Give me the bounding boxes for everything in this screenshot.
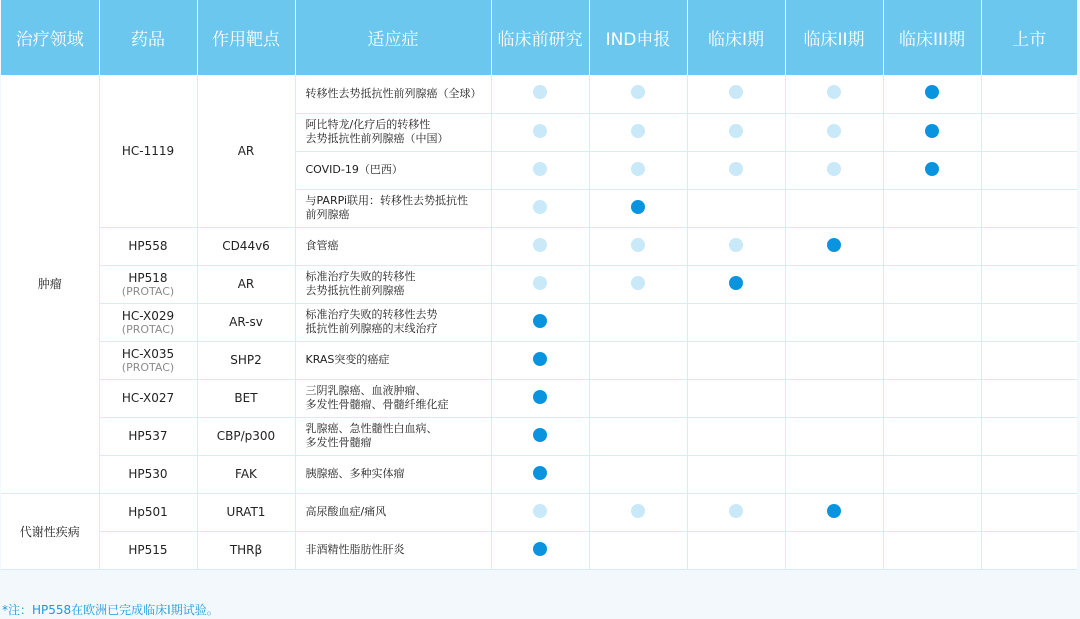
drug-name: HC-X029 [121,308,175,323]
stage-cell-preclinical [491,493,589,531]
indication: 阿比特龙/化疗后的转移性 去势抵抗性前列腺癌（中国） [295,113,491,151]
stage-cell-ind [589,341,687,379]
current-stage-dot-icon [533,466,547,480]
indication: 标准治疗失败的转移性 去势抵抗性前列腺癌 [295,265,491,303]
stage-cell-market [981,75,1077,113]
completed-stage-dot-icon [631,238,645,252]
current-stage-dot-icon [827,504,841,518]
stage-cell-ind [589,455,687,493]
stage-cell-phase1 [687,493,785,531]
drug-target: AR [197,265,295,303]
header-row [1,0,1077,75]
header-target: 作用靶点 [197,0,295,75]
pipeline-table [1,0,1077,570]
stage-cell-preclinical [491,303,589,341]
stage-cell-phase2 [785,379,883,417]
stage-cell-preclinical [491,151,589,189]
stage-cell-phase2 [785,265,883,303]
drug-name-cell [99,303,197,341]
stage-cell-preclinical [491,113,589,151]
pipeline-body [1,75,1077,569]
header-therapy-area: 治疗领域 [1,0,99,75]
drug-target: SHP2 [197,341,295,379]
stage-cell-phase2 [785,151,883,189]
completed-stage-dot-icon [827,85,841,99]
indication: KRAS突变的癌症 [295,341,491,379]
stage-cell-ind [589,417,687,455]
stage-cell-phase3 [883,417,981,455]
drug-name-cell [99,341,197,379]
stage-cell-market [981,455,1077,493]
drug-name: HP558 [99,227,197,265]
stage-cell-phase2 [785,189,883,227]
stage-cell-preclinical [491,455,589,493]
current-stage-dot-icon [533,390,547,404]
stage-cell-market [981,113,1077,151]
stage-cell-phase3 [883,75,981,113]
drug-name: Hp501 [99,493,197,531]
header-ind: IND申报 [589,0,687,75]
header-indication: 适应症 [295,0,491,75]
indication: 三阴乳腺癌、血液肿瘤、 多发性骨髓瘤、骨髓纤维化症 [295,379,491,417]
stage-cell-phase2 [785,493,883,531]
stage-cell-phase2 [785,341,883,379]
stage-cell-phase1 [687,341,785,379]
stage-cell-phase1 [687,151,785,189]
indication: 胰腺癌、多种实体瘤 [295,455,491,493]
stage-cell-preclinical [491,341,589,379]
stage-cell-phase2 [785,227,883,265]
table-row [1,75,1077,113]
stage-cell-preclinical [491,531,589,569]
stage-cell-phase1 [687,531,785,569]
header-drug: 药品 [99,0,197,75]
completed-stage-dot-icon [533,238,547,252]
stage-cell-preclinical [491,379,589,417]
drug-name: HP530 [99,455,197,493]
completed-stage-dot-icon [533,124,547,138]
completed-stage-dot-icon [533,85,547,99]
completed-stage-dot-icon [729,124,743,138]
stage-cell-phase3 [883,113,981,151]
stage-cell-phase1 [687,227,785,265]
drug-target: FAK [197,455,295,493]
stage-cell-phase3 [883,455,981,493]
current-stage-dot-icon [925,162,939,176]
completed-stage-dot-icon [729,238,743,252]
table-row [1,417,1077,455]
drug-name: HC-X027 [99,379,197,417]
drug-name: HC-1119 [99,75,197,227]
stage-cell-phase3 [883,189,981,227]
completed-stage-dot-icon [631,85,645,99]
stage-cell-phase2 [785,113,883,151]
stage-cell-ind [589,303,687,341]
stage-cell-phase1 [687,189,785,227]
stage-cell-phase1 [687,417,785,455]
drug-name: HC-X035 [121,346,175,361]
indication: 转移性去势抵抗性前列腺癌（全球） [295,75,491,113]
table-row [1,531,1077,569]
stage-cell-preclinical [491,189,589,227]
stage-cell-ind [589,151,687,189]
drug-name: HP537 [99,417,197,455]
stage-cell-phase3 [883,379,981,417]
table-row [1,493,1077,531]
stage-cell-phase1 [687,113,785,151]
current-stage-dot-icon [533,314,547,328]
stage-cell-ind [589,227,687,265]
drug-name: HP518 [128,270,168,285]
stage-cell-phase3 [883,531,981,569]
completed-stage-dot-icon [533,200,547,214]
drug-name: HP515 [99,531,197,569]
stage-cell-phase2 [785,303,883,341]
table-row [1,379,1077,417]
drug-target: THRβ [197,531,295,569]
stage-cell-ind [589,265,687,303]
stage-cell-phase2 [785,75,883,113]
stage-cell-market [981,493,1077,531]
stage-cell-market [981,341,1077,379]
stage-cell-phase1 [687,75,785,113]
header-phase1: 临床I期 [687,0,785,75]
stage-cell-ind [589,189,687,227]
drug-target: URAT1 [197,493,295,531]
stage-cell-phase1 [687,455,785,493]
drug-modality: (PROTAC) [121,284,175,298]
completed-stage-dot-icon [631,162,645,176]
header-preclinical: 临床前研究 [491,0,589,75]
header-phase2: 临床II期 [785,0,883,75]
indication: 与PARPi联用：转移性去势抵抗性 前列腺癌 [295,189,491,227]
stage-cell-market [981,379,1077,417]
indication: 非酒精性脂肪性肝炎 [295,531,491,569]
stage-cell-phase3 [883,493,981,531]
drug-name-cell [99,265,197,303]
current-stage-dot-icon [925,124,939,138]
drug-modality: (PROTAC) [121,322,175,336]
drug-target: CD44v6 [197,227,295,265]
stage-cell-phase3 [883,265,981,303]
stage-cell-phase1 [687,265,785,303]
therapy-area-oncology: 肿瘤 [1,75,99,493]
stage-cell-phase3 [883,227,981,265]
stage-cell-market [981,151,1077,189]
pipeline-table-wrapper [1,0,1077,570]
footnote: *注：HP558在欧洲已完成临床I期试验。 [2,603,219,617]
stage-cell-market [981,189,1077,227]
table-row [1,341,1077,379]
header-phase3: 临床III期 [883,0,981,75]
stage-cell-ind [589,379,687,417]
current-stage-dot-icon [827,238,841,252]
drug-target: AR [197,75,295,227]
table-row [1,303,1077,341]
indication: 食管癌 [295,227,491,265]
indication: 乳腺癌、急性髓性白血病、 多发性骨髓瘤 [295,417,491,455]
drug-target: AR-sv [197,303,295,341]
stage-cell-preclinical [491,227,589,265]
current-stage-dot-icon [925,85,939,99]
completed-stage-dot-icon [533,504,547,518]
stage-cell-preclinical [491,265,589,303]
current-stage-dot-icon [533,542,547,556]
completed-stage-dot-icon [827,124,841,138]
stage-cell-phase3 [883,303,981,341]
header-market: 上市 [981,0,1077,75]
stage-cell-preclinical [491,417,589,455]
drug-modality: (PROTAC) [121,360,175,374]
stage-cell-market [981,303,1077,341]
stage-cell-phase2 [785,417,883,455]
stage-cell-phase3 [883,151,981,189]
stage-cell-ind [589,113,687,151]
completed-stage-dot-icon [533,276,547,290]
completed-stage-dot-icon [729,504,743,518]
stage-cell-phase2 [785,531,883,569]
stage-cell-market [981,531,1077,569]
therapy-area-metabolic: 代谢性疾病 [1,493,99,569]
stage-cell-phase3 [883,341,981,379]
completed-stage-dot-icon [729,162,743,176]
completed-stage-dot-icon [631,124,645,138]
current-stage-dot-icon [533,352,547,366]
stage-cell-market [981,265,1077,303]
indication: COVID-19（巴西） [295,151,491,189]
table-row [1,227,1077,265]
stage-cell-ind [589,531,687,569]
drug-target: CBP/p300 [197,417,295,455]
drug-target: BET [197,379,295,417]
table-row [1,265,1077,303]
stage-cell-preclinical [491,75,589,113]
current-stage-dot-icon [729,276,743,290]
stage-cell-phase2 [785,455,883,493]
completed-stage-dot-icon [533,162,547,176]
stage-cell-ind [589,75,687,113]
stage-cell-market [981,227,1077,265]
table-row [1,455,1077,493]
current-stage-dot-icon [533,428,547,442]
completed-stage-dot-icon [631,276,645,290]
indication: 高尿酸血症/痛风 [295,493,491,531]
stage-cell-phase1 [687,303,785,341]
completed-stage-dot-icon [631,504,645,518]
current-stage-dot-icon [631,200,645,214]
stage-cell-phase1 [687,379,785,417]
completed-stage-dot-icon [729,85,743,99]
stage-cell-ind [589,493,687,531]
indication: 标准治疗失败的转移性去势 抵抗性前列腺癌的末线治疗 [295,303,491,341]
stage-cell-market [981,417,1077,455]
completed-stage-dot-icon [827,162,841,176]
